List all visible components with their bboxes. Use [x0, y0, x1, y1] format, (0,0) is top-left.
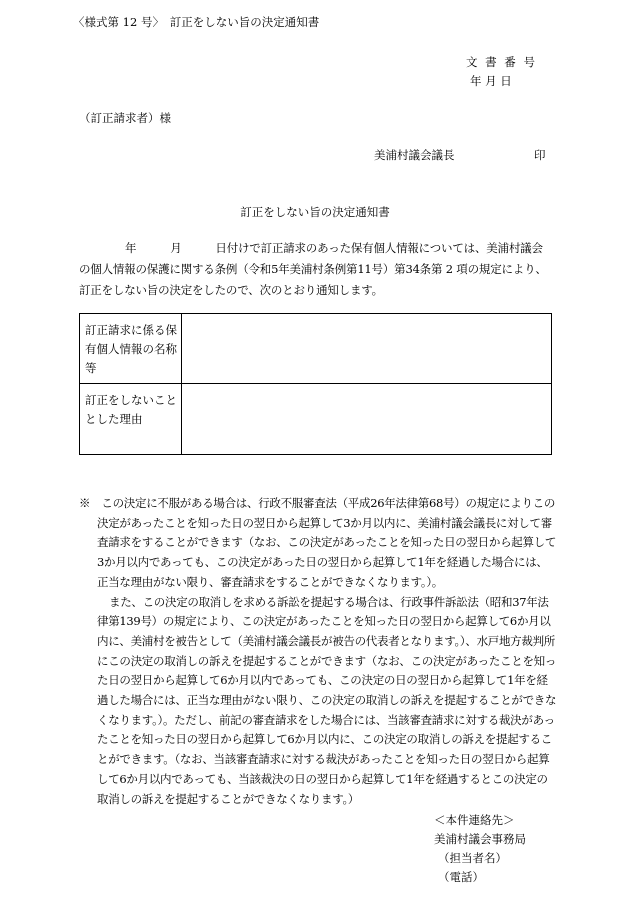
sender-name: 美浦村議会議長	[374, 148, 455, 162]
contact-office: 美浦村議会事務局	[434, 832, 526, 846]
intro-line-1: 年 月 日付けで訂正請求のあった保有個人情報については、美浦村議会	[125, 241, 543, 255]
contact-phone: （電話）	[438, 870, 484, 884]
document-number: 文 書 番 号	[466, 55, 537, 69]
seal-mark: 印	[534, 148, 546, 162]
contact-block	[434, 811, 526, 887]
info-table	[79, 313, 552, 455]
note-lawsuit: また、この決定の取消しを求める訴訟を提起する場合は、行政事件訴訟法（昭和37年法律第139号）の規定により、この決定があったことを知った日の翌日から起算して6か月以内に、美浦村を被告として（美浦村議会議長が被告の代表者となります。）、水戸地方裁判所にこの決定の取消しの訴えを提起することができます（なお、この決定があったことを知った日の翌日から起算して6か月以内であっても、この決定の日の翌日から起算して1年を経過した場合には、正当な理由がない限り、この決定の取消しの訴えを提起することができなくなります。）。ただし、前記の審査請求をした場合には、当該審査請求に対する裁決があったことを知った日の翌日から起算して6か月以内に、この決定の取消しの訴えを提起することができます。（なお、当該審査請求に対する裁決があったことを知った日の翌日から起算して6か月以内であっても、当該裁決の日の翌日から起算して1年を経過するとこの決定の取消しの訴えを提起することができなくなります。）	[97, 594, 557, 806]
row-value-reason	[182, 384, 552, 455]
intro-paragraph	[79, 238, 553, 301]
table-row	[80, 314, 552, 384]
addressee: （訂正請求者）様	[79, 111, 171, 125]
note-appeal: ※ この決定に不服がある場合は、行政不服審査法（平成26年法律第68号）の規定によりこの決定があったことを知った日の翌日から起算して3か月以内に、美浦村議会議長に対して審査請求をすることができます（なお、この決定があったことを知った日の翌日から起算して3か月以内であっても、この決定があった日の翌日から起算して1年を経過した場合には、正当な理由がない限り、審査請求をすることができなくなります。）。	[79, 496, 557, 589]
contact-heading: ＜本件連絡先＞	[434, 813, 515, 827]
intro-line-2: の個人情報の保護に関する条例（令和5年美浦村条例第11号）第34条第 2 項の規定により、	[79, 262, 547, 276]
notes-section	[79, 494, 557, 809]
row-label-info-name: 訂正請求に係る保有個人情報の名称等	[80, 314, 182, 384]
row-label-reason: 訂正をしないこととした理由	[80, 384, 182, 455]
table-row	[80, 384, 552, 455]
issue-date: 年 月 日	[470, 74, 512, 88]
document-title: 訂正をしない旨の決定通知書	[240, 205, 390, 219]
row-value-info-name	[182, 314, 552, 384]
intro-line-3: 訂正をしない旨の決定をしたので、次のとおり通知します。	[79, 283, 383, 297]
contact-person: （担当者名）	[438, 851, 507, 865]
form-number-label: 〈様式第 12 号〉 訂正をしない旨の決定通知書	[73, 15, 320, 29]
